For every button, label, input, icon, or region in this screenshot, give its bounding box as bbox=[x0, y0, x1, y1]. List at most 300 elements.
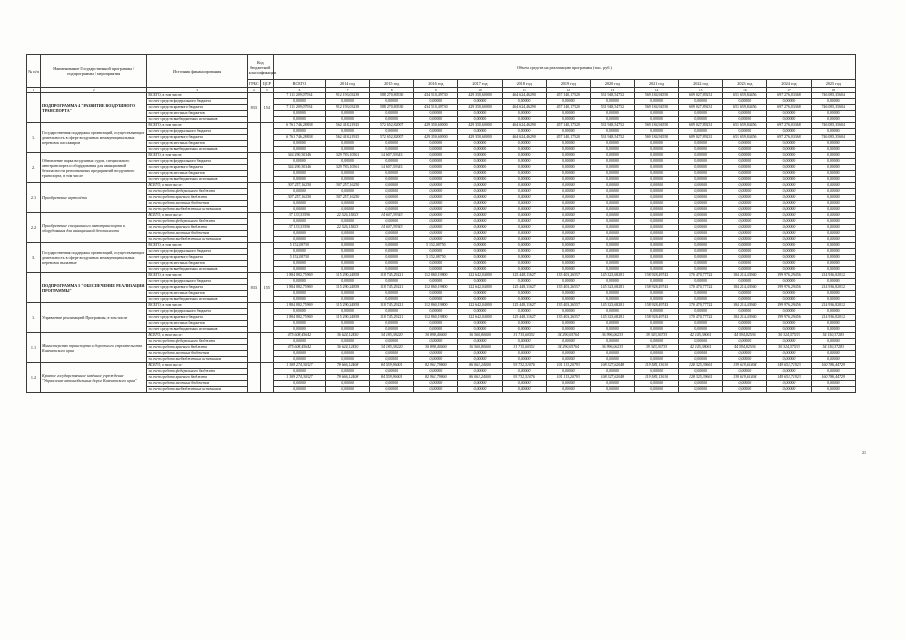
value-year: 0,00000 bbox=[414, 177, 458, 183]
value-year: 0,00000 bbox=[414, 159, 458, 165]
funding-source: ВСЕГО, в том числе: bbox=[147, 183, 247, 189]
value-year: 0,00000 bbox=[723, 279, 767, 285]
value-year: 0,00000 bbox=[414, 129, 458, 135]
value-year: 0,00000 bbox=[679, 321, 723, 327]
value-year: 0,00000 bbox=[590, 207, 634, 213]
header-year: 2018 год bbox=[502, 80, 546, 88]
value-year: 5 152,08750 bbox=[414, 243, 458, 249]
value-year: 0,00000 bbox=[370, 207, 414, 213]
value-year: 0,00000 bbox=[370, 387, 414, 393]
column-number: 13 bbox=[590, 88, 634, 93]
value-year: 0,00000 bbox=[723, 243, 767, 249]
funding-source: за счет средств краевого бюджета bbox=[147, 255, 247, 261]
value-total: 0,00000 bbox=[273, 147, 325, 153]
value-year: 0,00000 bbox=[590, 183, 634, 189]
value-year: 0,00000 bbox=[634, 291, 678, 297]
value-year: 125 448,11627 bbox=[502, 315, 546, 321]
value-year: 0,00000 bbox=[767, 255, 811, 261]
value-year: 112 860,19800 bbox=[414, 285, 458, 291]
value-year: 0,00000 bbox=[767, 207, 811, 213]
value-year: 0,00000 bbox=[546, 357, 590, 363]
value-year: 0,00000 bbox=[458, 351, 502, 357]
value-year: 125 448,11627 bbox=[502, 273, 546, 279]
cs-code bbox=[260, 363, 273, 393]
row-number bbox=[27, 93, 41, 123]
value-year: 0,00000 bbox=[767, 291, 811, 297]
value-year: 457 140,17520 bbox=[546, 93, 590, 99]
value-year: 0,00000 bbox=[590, 339, 634, 345]
value-year: 0,00000 bbox=[590, 279, 634, 285]
value-year: 50 324,57533 bbox=[767, 333, 811, 339]
value-year: 0,00000 bbox=[502, 117, 546, 123]
row-number: 1.2 bbox=[27, 363, 41, 393]
value-year: 0,00000 bbox=[767, 381, 811, 387]
value-year: 0,00000 bbox=[590, 165, 634, 171]
value-year: 36 996,06233 bbox=[590, 345, 634, 351]
value-year: 0,00000 bbox=[634, 147, 678, 153]
program-name: Государственная поддержка организаций, осуществляющих деятельность в сфере воздушных межмуниципальных перевозок пассажиров bbox=[41, 123, 147, 153]
cs-code: 154 bbox=[260, 93, 273, 123]
value-total: 0,00000 bbox=[273, 99, 325, 105]
value-year: 199 976,29456 bbox=[767, 285, 811, 291]
value-year: 0,00000 bbox=[458, 267, 502, 273]
value-year: 0,00000 bbox=[634, 339, 678, 345]
funding-source: за счет средств федерального бюджета bbox=[147, 189, 247, 195]
value-year: 115 290,24858 bbox=[326, 315, 370, 321]
value-year: 0,00000 bbox=[502, 207, 546, 213]
value-year: 0,00000 bbox=[414, 207, 458, 213]
value-year: 0,00000 bbox=[414, 321, 458, 327]
value-year: 0,00000 bbox=[370, 219, 414, 225]
value-year: 0,00000 bbox=[546, 201, 590, 207]
value-year: 0,00000 bbox=[546, 339, 590, 345]
value-year: 139 619,61404 bbox=[723, 375, 767, 381]
value-year: 609 027,89231 bbox=[679, 93, 723, 99]
value-total: 0,00000 bbox=[273, 267, 325, 273]
value-year: 697 276,03368 bbox=[767, 93, 811, 99]
value-year: 0,00000 bbox=[679, 381, 723, 387]
funding-source: за счет средств федерального бюджета bbox=[147, 99, 247, 105]
value-year: 0,00000 bbox=[370, 249, 414, 255]
row-number: 2.1 bbox=[27, 183, 41, 213]
row-number bbox=[27, 273, 41, 303]
header-year: 2015 год bbox=[370, 80, 414, 88]
header-year: 2021 год bbox=[634, 80, 678, 88]
value-total: 0,00000 bbox=[273, 141, 325, 147]
funding-source: за счет средств местных бюджетов bbox=[147, 111, 247, 117]
value-year: 0,00000 bbox=[458, 381, 502, 387]
value-year: 0,00000 bbox=[811, 381, 855, 387]
value-year: 0,00000 bbox=[679, 183, 723, 189]
value-year: 457 140,17520 bbox=[546, 135, 590, 141]
value-year: 0,00000 bbox=[811, 147, 855, 153]
grbs-code bbox=[247, 183, 260, 213]
funding-source: ВСЕГО, в том числе: bbox=[147, 213, 247, 219]
value-year: 0,00000 bbox=[811, 357, 855, 363]
value-year: 0,00000 bbox=[679, 237, 723, 243]
value-year: 0,00000 bbox=[679, 117, 723, 123]
value-year: 0,00000 bbox=[811, 207, 855, 213]
value-year: 82 961,79800 bbox=[414, 363, 458, 369]
value-year: 0,00000 bbox=[546, 231, 590, 237]
value-year: 0,00000 bbox=[590, 321, 634, 327]
value-year: 0,00000 bbox=[723, 309, 767, 315]
value-year: 0,00000 bbox=[370, 237, 414, 243]
value-year: 0,00000 bbox=[370, 369, 414, 375]
value-year: 0,00000 bbox=[590, 381, 634, 387]
value-total: 0,00000 bbox=[273, 111, 325, 117]
value-year: 0,00000 bbox=[723, 99, 767, 105]
value-year: 0,00000 bbox=[723, 111, 767, 117]
value-year: 0,00000 bbox=[679, 201, 723, 207]
value-year: 0,00000 bbox=[811, 153, 855, 159]
value-year: 184 214,43940 bbox=[723, 285, 767, 291]
value-year: 0,00000 bbox=[767, 165, 811, 171]
value-total: 0,00000 bbox=[273, 177, 325, 183]
header-year: 2022 год bbox=[679, 80, 723, 88]
value-year: 0,00000 bbox=[679, 225, 723, 231]
value-year: 115 290,24858 bbox=[326, 303, 370, 309]
funding-source: за счет средств федерального бюджета bbox=[147, 279, 247, 285]
value-year: 0,00000 bbox=[723, 207, 767, 213]
value-year: 0,00000 bbox=[370, 279, 414, 285]
value-year: 135 403,26557 bbox=[546, 315, 590, 321]
value-year: 572 652,82007 bbox=[370, 135, 414, 141]
cs-code bbox=[260, 153, 273, 183]
value-year: 0,00000 bbox=[502, 177, 546, 183]
program-name: Приобретение специального автотранспорта и оборудования для авиационной безопасности bbox=[41, 213, 147, 243]
value-year: 0,00000 bbox=[723, 231, 767, 237]
value-year: 0,00000 bbox=[326, 171, 370, 177]
value-year: 0,00000 bbox=[723, 237, 767, 243]
value-year: 160 786,44729 bbox=[811, 375, 855, 381]
value-year: 184 214,43940 bbox=[723, 303, 767, 309]
value-year: 0,00000 bbox=[546, 237, 590, 243]
funding-source: за счет средств краевого бюджета bbox=[147, 375, 247, 381]
value-total: 0,00000 bbox=[273, 129, 325, 135]
value-year: 0,00000 bbox=[811, 267, 855, 273]
value-year: 0,00000 bbox=[590, 231, 634, 237]
value-year: 122 642,04000 bbox=[458, 303, 502, 309]
value-year: 0,00000 bbox=[326, 321, 370, 327]
funding-source: за счет средств местных бюджетов bbox=[147, 171, 247, 177]
column-number: 6 bbox=[273, 88, 325, 93]
value-year: 0,00000 bbox=[634, 111, 678, 117]
value-year: 0,00000 bbox=[502, 237, 546, 243]
value-year: 214 936,82012 bbox=[811, 315, 855, 321]
value-total: 5 152,08750 bbox=[273, 255, 325, 261]
value-year: 0,00000 bbox=[414, 267, 458, 273]
value-year: 0,00000 bbox=[590, 189, 634, 195]
value-year: 0,00000 bbox=[634, 351, 678, 357]
value-year: 434 510,49730 bbox=[414, 105, 458, 111]
value-year: 746 085,35604 bbox=[811, 93, 855, 99]
value-year: 0,00000 bbox=[811, 321, 855, 327]
value-year: 0,00000 bbox=[679, 357, 723, 363]
header-year: 2017 год bbox=[458, 80, 502, 88]
value-year: 214 936,82012 bbox=[811, 285, 855, 291]
value-year: 44 594,82536 bbox=[723, 345, 767, 351]
value-year: 93 732,51076 bbox=[502, 375, 546, 381]
value-year: 0,00000 bbox=[502, 369, 546, 375]
value-year: 0,00000 bbox=[590, 153, 634, 159]
value-year: 0,00000 bbox=[811, 129, 855, 135]
value-year: 0,00000 bbox=[458, 369, 502, 375]
value-year: 0,00000 bbox=[502, 189, 546, 195]
value-total: 475 608,45642 bbox=[273, 333, 325, 339]
value-year: 429 350,60000 bbox=[458, 93, 502, 99]
value-year: 0,00000 bbox=[811, 255, 855, 261]
column-number: 4 bbox=[247, 88, 260, 93]
value-year: 184 214,43940 bbox=[723, 315, 767, 321]
value-year: 0,00000 bbox=[458, 261, 502, 267]
value-year: 0,00000 bbox=[590, 147, 634, 153]
column-number: 3 bbox=[147, 88, 247, 93]
value-year: 0,00000 bbox=[502, 213, 546, 219]
value-year: 0,00000 bbox=[634, 117, 678, 123]
funding-source: за счет средств внебюджетных источников bbox=[147, 177, 247, 183]
value-year: 0,00000 bbox=[546, 255, 590, 261]
value-year: 0,00000 bbox=[546, 267, 590, 273]
value-total: 0,00000 bbox=[273, 387, 325, 393]
value-year: 0,00000 bbox=[502, 111, 546, 117]
value-year: 0,00000 bbox=[767, 99, 811, 105]
value-year: 145 323,68281 bbox=[590, 273, 634, 279]
value-year: 0,00000 bbox=[634, 165, 678, 171]
value-year: 0,00000 bbox=[326, 141, 370, 147]
value-year: 0,00000 bbox=[458, 243, 502, 249]
value-year: 0,00000 bbox=[679, 327, 723, 333]
value-year: 0,00000 bbox=[634, 309, 678, 315]
value-year: 0,00000 bbox=[546, 321, 590, 327]
value-year: 0,00000 bbox=[767, 339, 811, 345]
value-year: 0,00000 bbox=[634, 243, 678, 249]
value-year: 0,00000 bbox=[458, 327, 502, 333]
value-year: 149 651,71923 bbox=[767, 363, 811, 369]
value-year: 572 652,82007 bbox=[370, 123, 414, 129]
value-year: 0,00000 bbox=[679, 261, 723, 267]
value-year: 0,00000 bbox=[458, 279, 502, 285]
value-year: 0,00000 bbox=[679, 147, 723, 153]
row-number: 1. bbox=[27, 303, 41, 333]
value-year: 651 659,84456 bbox=[723, 105, 767, 111]
value-year: 170 470,77722 bbox=[679, 303, 723, 309]
value-total: 1 884 882,75969 bbox=[273, 285, 325, 291]
value-year: 746 085,35604 bbox=[811, 105, 855, 111]
value-year: 609 027,89231 bbox=[679, 123, 723, 129]
value-year: 0,00000 bbox=[546, 369, 590, 375]
row-number: 2.2 bbox=[27, 213, 41, 243]
value-year: 0,00000 bbox=[326, 267, 370, 273]
value-year: 0,00000 bbox=[811, 369, 855, 375]
value-year: 0,00000 bbox=[370, 231, 414, 237]
column-number: 15 bbox=[679, 88, 723, 93]
value-year: 0,00000 bbox=[458, 111, 502, 117]
value-year: 0,00000 bbox=[458, 213, 502, 219]
value-year: 0,00000 bbox=[458, 153, 502, 159]
value-year: 0,00000 bbox=[458, 195, 502, 201]
value-year: 30 898,40000 bbox=[414, 333, 458, 339]
value-total: 7 111 209,07934 bbox=[273, 105, 325, 111]
value-year: 434 510,49730 bbox=[414, 93, 458, 99]
funding-source: за счет средств местных бюджетов bbox=[147, 141, 247, 147]
value-year: 0,00000 bbox=[634, 237, 678, 243]
value-year: 214 936,82012 bbox=[811, 303, 855, 309]
value-year: 149 651,71923 bbox=[767, 375, 811, 381]
value-year: 0,00000 bbox=[767, 195, 811, 201]
column-number: 12 bbox=[546, 88, 590, 93]
value-year: 697 276,03368 bbox=[767, 135, 811, 141]
value-year: 0,00000 bbox=[634, 321, 678, 327]
value-total: 0,00000 bbox=[273, 231, 325, 237]
value-year: 0,00000 bbox=[634, 369, 678, 375]
program-name: Министерство транспорта и дорожного строительства Камчатского края bbox=[41, 333, 147, 363]
value-year: 0,00000 bbox=[679, 171, 723, 177]
cs-code bbox=[260, 183, 273, 213]
value-year: 0,00000 bbox=[370, 255, 414, 261]
value-year: 0,00000 bbox=[414, 117, 458, 123]
value-year: 0,00000 bbox=[811, 225, 855, 231]
funding-source: за счет средств местных бюджетов bbox=[147, 201, 247, 207]
value-year: 0,00000 bbox=[723, 147, 767, 153]
value-year: 0,00000 bbox=[679, 213, 723, 219]
value-year: 0,00000 bbox=[767, 369, 811, 375]
value-year: 86 061,24000 bbox=[458, 375, 502, 381]
grbs-code: 833 bbox=[247, 273, 260, 303]
funding-source: ВСЕГО, в том числе: bbox=[147, 243, 247, 249]
value-year: 122 642,04000 bbox=[458, 273, 502, 279]
value-year: 118 745,29221 bbox=[370, 273, 414, 279]
value-year: 0,00000 bbox=[414, 147, 458, 153]
value-year: 912 193,03239 bbox=[326, 105, 370, 111]
value-year: 0,00000 bbox=[326, 249, 370, 255]
funding-source: за счет средств внебюджетных источников bbox=[147, 357, 247, 363]
value-year: 0,00000 bbox=[414, 213, 458, 219]
value-year: 0,00000 bbox=[458, 231, 502, 237]
value-year: 464 624,46290 bbox=[502, 105, 546, 111]
value-year: 569 184,94550 bbox=[634, 123, 678, 129]
value-year: 125 448,11627 bbox=[502, 285, 546, 291]
value-year: 0,00000 bbox=[634, 201, 678, 207]
value-total: 0,00000 bbox=[273, 309, 325, 315]
value-year: 135 403,26557 bbox=[546, 273, 590, 279]
value-year: 0,00000 bbox=[546, 351, 590, 357]
value-year: 0,00000 bbox=[723, 321, 767, 327]
cs-code: 155 bbox=[260, 273, 273, 303]
value-year: 0,00000 bbox=[326, 117, 370, 123]
value-year: 0,00000 bbox=[811, 165, 855, 171]
value-year: 0,00000 bbox=[546, 387, 590, 393]
program-name: Управление реализацией Программы, в том числе bbox=[41, 303, 147, 333]
value-year: 0,00000 bbox=[679, 279, 723, 285]
value-year: 0,00000 bbox=[458, 339, 502, 345]
value-year: 0,00000 bbox=[723, 267, 767, 273]
row-number: 1.1 bbox=[27, 333, 41, 363]
value-year: 128 325,39661 bbox=[679, 363, 723, 369]
grbs-code: 833 bbox=[247, 93, 260, 123]
value-year: 0,00000 bbox=[767, 309, 811, 315]
value-year: 0,00000 bbox=[414, 195, 458, 201]
value-year: 0,00000 bbox=[811, 213, 855, 219]
column-number: 10 bbox=[458, 88, 502, 93]
value-year: 0,00000 bbox=[502, 141, 546, 147]
value-year: 54 150,37283 bbox=[811, 333, 855, 339]
value-year: 746 085,35604 bbox=[811, 135, 855, 141]
value-year: 0,00000 bbox=[679, 111, 723, 117]
value-year: 0,00000 bbox=[811, 159, 855, 165]
value-year: 0,00000 bbox=[767, 201, 811, 207]
value-year: 0,00000 bbox=[590, 111, 634, 117]
value-year: 0,00000 bbox=[414, 309, 458, 315]
value-year: 0,00000 bbox=[458, 171, 502, 177]
value-year: 0,00000 bbox=[723, 369, 767, 375]
value-year: 0,00000 bbox=[458, 225, 502, 231]
value-year: 112 860,19800 bbox=[414, 303, 458, 309]
header-cs: ЦСР bbox=[260, 80, 273, 88]
value-year: 199 976,29456 bbox=[767, 303, 811, 309]
value-year: 0,00000 bbox=[326, 207, 370, 213]
value-year: 0,00000 bbox=[458, 201, 502, 207]
value-year: 0,00000 bbox=[811, 189, 855, 195]
value-year: 0,00000 bbox=[546, 381, 590, 387]
funding-source: ВСЕГО, в том числе: bbox=[147, 153, 247, 159]
value-year: 651 659,84456 bbox=[723, 93, 767, 99]
value-year: 0,00000 bbox=[414, 369, 458, 375]
header-year: 2023 год bbox=[723, 80, 767, 88]
value-year: 0,00000 bbox=[458, 189, 502, 195]
value-year: 562 418,21925 bbox=[326, 123, 370, 129]
value-year: 0,00000 bbox=[723, 387, 767, 393]
value-year: 0,00000 bbox=[590, 117, 634, 123]
funding-source: за счет средств краевого бюджета bbox=[147, 225, 247, 231]
value-year: 0,00000 bbox=[767, 321, 811, 327]
value-year: 0,00000 bbox=[502, 201, 546, 207]
value-total: 1 884 882,75969 bbox=[273, 273, 325, 279]
value-year: 0,00000 bbox=[590, 225, 634, 231]
value-total: 0,00000 bbox=[273, 261, 325, 267]
value-year: 0,00000 bbox=[811, 279, 855, 285]
value-year: 0,00000 bbox=[370, 117, 414, 123]
value-year: 34 290,05764 bbox=[546, 333, 590, 339]
value-year: 0,00000 bbox=[326, 255, 370, 261]
value-year: 0,00000 bbox=[634, 183, 678, 189]
value-year: 158 928,49743 bbox=[634, 285, 678, 291]
value-year: 0,00000 bbox=[767, 249, 811, 255]
value-total: 0,00000 bbox=[273, 357, 325, 363]
value-year: 0,00000 bbox=[414, 291, 458, 297]
value-year: 0,00000 bbox=[767, 183, 811, 189]
value-year: 0,00000 bbox=[679, 255, 723, 261]
value-year: 0,00000 bbox=[414, 339, 458, 345]
header-year: 2025 год bbox=[811, 80, 855, 88]
value-total: 0,00000 bbox=[273, 381, 325, 387]
column-number: 9 bbox=[414, 88, 458, 93]
value-year: 0,00000 bbox=[634, 219, 678, 225]
value-year: 0,00000 bbox=[590, 243, 634, 249]
value-year: 429 350,60000 bbox=[458, 123, 502, 129]
value-year: 0,00000 bbox=[546, 99, 590, 105]
value-year: 0,00000 bbox=[723, 357, 767, 363]
value-year: 42 145,38061 bbox=[679, 345, 723, 351]
value-year: 0,00000 bbox=[767, 159, 811, 165]
value-total: 344 290,50346 bbox=[273, 153, 325, 159]
grbs-code bbox=[247, 333, 260, 363]
value-year: 569 184,94550 bbox=[634, 105, 678, 111]
value-year: 0,00000 bbox=[546, 141, 590, 147]
header-year: 2020 год bbox=[590, 80, 634, 88]
value-year: 119 585,13010 bbox=[634, 375, 678, 381]
funding-source: за счет средств внебюджетных источников bbox=[147, 147, 247, 153]
